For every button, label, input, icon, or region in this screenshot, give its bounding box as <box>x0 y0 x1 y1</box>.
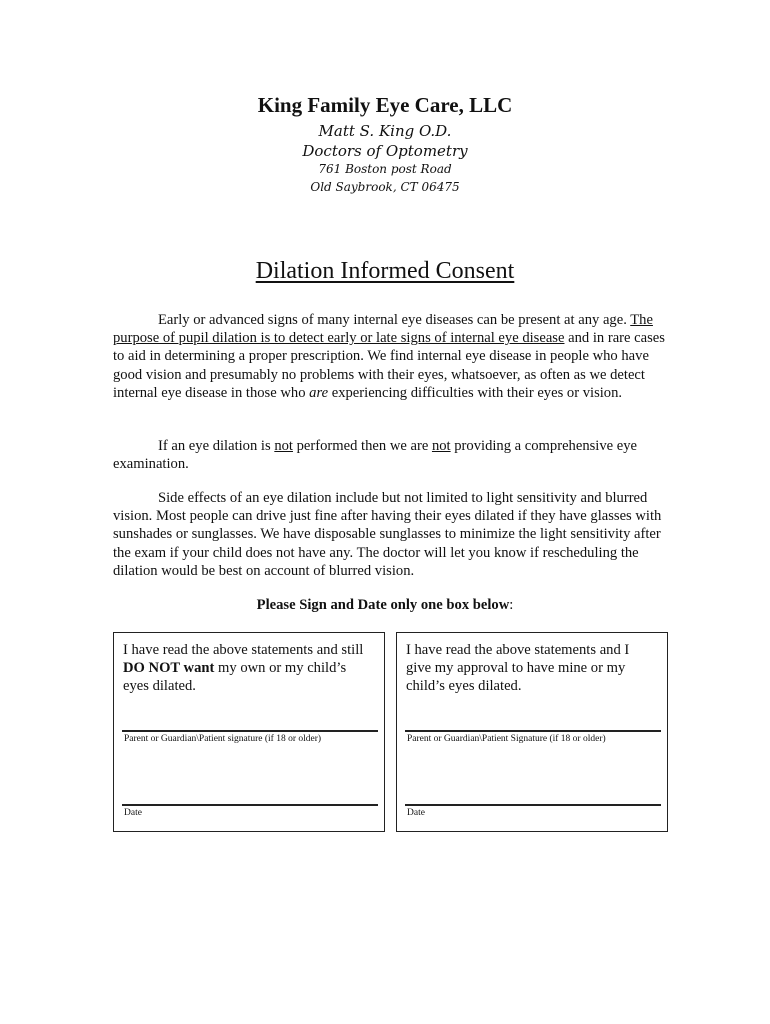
p2-not-2: not <box>431 438 451 454</box>
specialty: Doctors of Optometry <box>302 142 468 160</box>
p3-text: Side effects of an eye dilation include but not limited to light sensitivity and blurred vision. Most people can drive just fine after having their eyes dilated if they have glasses with sunshades or sunglasses. We have disposable sunglasses to minimize the light sensitivity after the exam if your child does not have any. The doctor will let you know if rescheduling the dilation would be best on account of blurred vision. <box>113 490 662 579</box>
decline-text-a: I have read the above statements and still <box>123 642 364 658</box>
paragraph-comprehensive <box>113 437 665 473</box>
p2-b: performed then we are <box>292 438 432 454</box>
decline-consent-box <box>113 632 385 832</box>
sign-instruction-colon: : <box>509 597 514 613</box>
p1-intro: Early or advanced signs of many internal eye diseases can be present at any age. <box>158 312 627 328</box>
p2-c: providing a comprehensive eye examination. <box>113 438 638 473</box>
document-title: Dilation Informed Consent <box>255 258 515 284</box>
p1-italic: are <box>309 384 329 401</box>
approve-signature-label: Parent or Guardian\Patient Signature (if 18 or older) <box>407 734 606 744</box>
approve-statement: I have read the above statements and I give my approval to have mine or my child’s eyes dilated. <box>406 642 630 695</box>
approve-signature-line[interactable] <box>405 730 661 732</box>
p1-underlined: The purpose of pupil dilation is to detect early or late signs of internal eye disease <box>113 312 653 347</box>
decline-signature-line[interactable] <box>122 730 378 732</box>
p2-a: If an eye dilation is <box>158 438 275 454</box>
sign-instruction-text: Please Sign and Date only one box below <box>256 597 510 613</box>
decline-statement <box>123 641 375 696</box>
decline-text-b: my own or my child’s eyes dilated. <box>123 660 347 695</box>
paragraph-purpose <box>113 311 665 402</box>
p1-rest-a: and in rare cases to aid in determining a proper prescription. We find internal eye disease in people who have good vision and presumably no problems with their eyes, whatsoever, as often as we detect internal eye disease in those who <box>113 330 665 401</box>
decline-signature-label: Parent or Guardian\Patient signature (if 18 or older) <box>124 734 322 744</box>
decline-date-label: Date <box>124 808 142 818</box>
approve-consent-box <box>396 632 668 832</box>
decline-text-bold: DO NOT want <box>123 660 215 677</box>
doctor-name: Matt S. King O.D. <box>318 122 452 140</box>
p2-not-1: not <box>274 438 293 454</box>
decline-date-line[interactable] <box>122 804 378 806</box>
company-name: King Family Eye Care, LLC <box>257 93 513 117</box>
p1-rest-b: experiencing difficulties with their eyes or vision. <box>328 384 623 401</box>
address-line-1: 761 Boston post Road <box>318 162 452 176</box>
paragraph-side-effects <box>113 489 665 580</box>
address-line-2: Old Saybrook, CT 06475 <box>310 180 460 194</box>
approve-date-label: Date <box>407 808 425 818</box>
approve-date-line[interactable] <box>405 804 661 806</box>
sign-instruction <box>0 597 770 614</box>
